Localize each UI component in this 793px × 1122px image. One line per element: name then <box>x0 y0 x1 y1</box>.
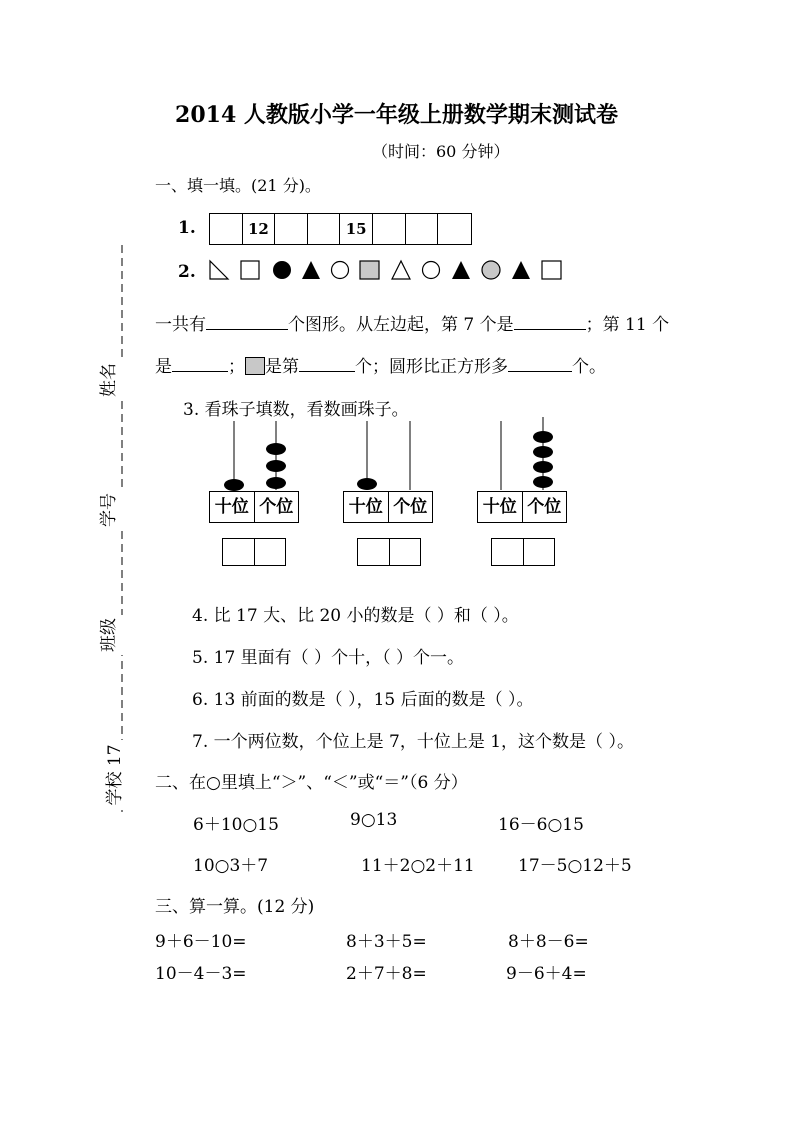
triangle-filled-icon <box>452 261 470 279</box>
tens-label: 十位 <box>214 497 249 517</box>
calc-item: 9＋6－10= <box>155 932 247 952</box>
calc-item: 8＋8－6= <box>508 932 589 952</box>
gray-square-icon <box>245 357 265 375</box>
circle-filled-icon <box>273 261 291 279</box>
abacus-3-place-labels <box>477 491 567 523</box>
bead <box>357 478 377 490</box>
ones-label: 个位 <box>522 492 567 522</box>
number-box[interactable] <box>210 214 243 244</box>
square-outline-icon <box>542 261 561 279</box>
number-box[interactable]: 12 <box>243 214 276 244</box>
q2-text: 是 <box>155 357 172 377</box>
circle-outline-icon <box>332 262 349 279</box>
ones-label: 个位 <box>388 492 433 522</box>
q2-label: 2. <box>178 262 196 282</box>
bead <box>266 477 286 489</box>
section2-heading: 二、在○里填上“＞”、“＜”或“＝”（6 分） <box>155 773 468 793</box>
compare-item: 17－5○12＋5 <box>518 856 632 876</box>
bead <box>533 446 553 458</box>
answer-blank[interactable] <box>299 353 355 372</box>
q2-sentence-2 <box>155 352 606 377</box>
time-limit: （时间：60 分钟） <box>372 142 510 161</box>
abacus-rods <box>200 415 580 495</box>
bead <box>533 461 553 473</box>
shape-sequence <box>208 258 568 284</box>
number-box[interactable] <box>438 214 471 244</box>
q2-text: 个。 <box>572 357 606 377</box>
q2-text: ；第 11 个 <box>585 315 670 335</box>
bead <box>533 476 553 488</box>
compare-item: 6＋10○15 <box>193 815 279 835</box>
calc-item: 2＋7＋8= <box>346 964 427 984</box>
q3-text: 3. 看珠子填数，看数画珠子。 <box>183 400 409 420</box>
triangle-filled-icon <box>512 261 530 279</box>
abacus-2-place-labels <box>343 491 433 523</box>
answer-blank[interactable] <box>514 311 586 330</box>
circle-gray-icon <box>482 261 500 279</box>
compare-item: 11＋2○2＋11 <box>361 856 475 876</box>
triangle-outline-icon <box>392 261 410 279</box>
bead <box>533 431 553 443</box>
right-triangle-outline-icon <box>210 261 228 279</box>
q7-text: 7. 一个两位数，个位上是 7，十位上是 1，这个数是（ ）。 <box>192 732 634 752</box>
margin-school-label: 学校 17 <box>100 740 130 810</box>
q1-number-boxes <box>209 213 472 245</box>
answer-blank[interactable] <box>172 353 228 372</box>
answer-blank[interactable] <box>508 353 572 372</box>
ones-label: 个位 <box>254 492 299 522</box>
calc-item: 8＋3＋5= <box>346 932 427 952</box>
q4-text: 4. 比 17 大、比 20 小的数是（ ）和（ ）。 <box>192 606 519 626</box>
margin-name-label: 姓名 <box>94 360 134 400</box>
q2-text: ； <box>228 357 245 377</box>
number-box[interactable] <box>308 214 341 244</box>
answer-blank[interactable] <box>206 311 288 330</box>
margin-student-id-label: 学号 <box>94 490 134 530</box>
q1-label: 1. <box>178 218 196 238</box>
q2-text: 个图形。从左边起，第 7 个是 <box>288 315 514 335</box>
q6-text: 6. 13 前面的数是（ ），15 后面的数是（ ）。 <box>192 690 534 710</box>
bead <box>224 479 244 491</box>
square-outline-icon <box>241 261 259 279</box>
section1-heading: 一、填一填。(21 分)。 <box>155 176 321 195</box>
q2-sentence-1 <box>155 310 669 335</box>
tens-label: 十位 <box>348 497 383 517</box>
margin-class-label: 班级 <box>94 615 134 655</box>
bead <box>266 443 286 455</box>
triangle-filled-icon <box>302 261 320 279</box>
calc-item: 10－4－3= <box>155 964 247 984</box>
calc-item: 9－6＋4= <box>506 964 587 984</box>
square-gray-icon <box>360 261 379 279</box>
binding-margin <box>100 245 140 815</box>
bead <box>266 460 286 472</box>
section3-heading: 三、算一算。(12 分) <box>155 897 315 917</box>
number-box[interactable] <box>373 214 406 244</box>
abacus-3-answer-box[interactable] <box>491 538 555 566</box>
tens-label: 十位 <box>482 497 517 517</box>
abacus-1-place-labels <box>209 491 299 523</box>
number-box[interactable]: 15 <box>340 214 373 244</box>
compare-item: 10○3＋7 <box>193 856 269 876</box>
compare-item: 9○13 <box>350 810 398 830</box>
abacus-1-answer-box[interactable] <box>222 538 286 566</box>
abacus-2-answer-box[interactable] <box>357 538 421 566</box>
q2-text: 个；圆形比正方形多 <box>355 357 508 377</box>
q2-text: 一共有 <box>155 315 206 335</box>
number-box[interactable] <box>406 214 439 244</box>
q5-text: 5. 17 里面有（ ）个十，（ ）个一。 <box>192 648 464 668</box>
compare-item: 16－6○15 <box>498 815 584 835</box>
q2-text: 是第 <box>265 357 299 377</box>
circle-outline-icon <box>423 262 440 279</box>
page-title: 2014 人教版小学一年级上册数学期末测试卷 <box>175 102 618 128</box>
number-box[interactable] <box>275 214 308 244</box>
